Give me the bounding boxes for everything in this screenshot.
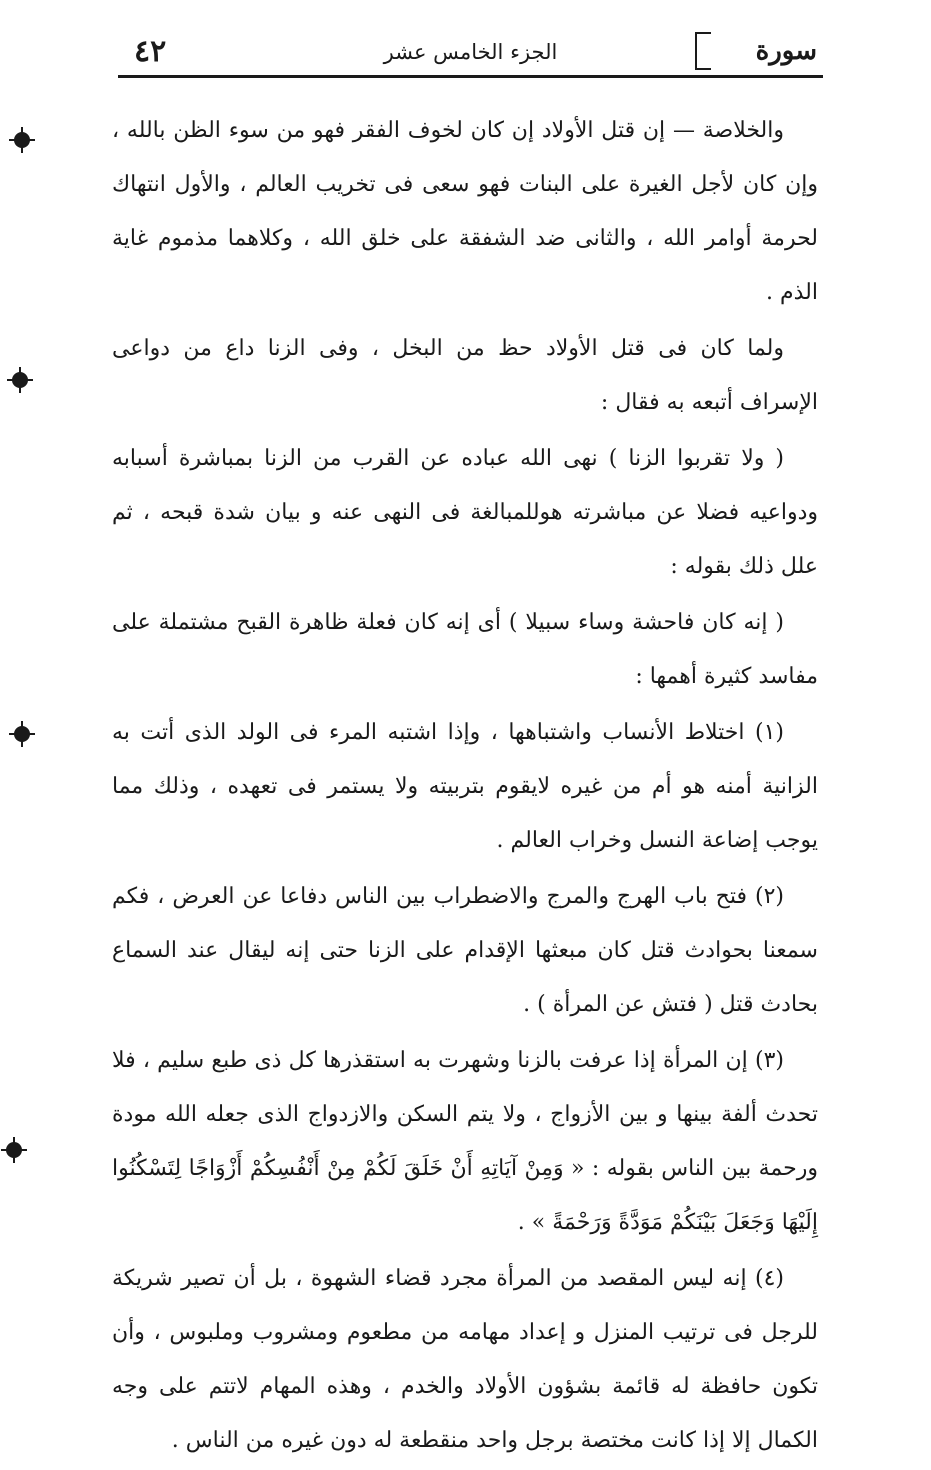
page-header <box>118 28 823 78</box>
margin-ornament-icon <box>14 132 30 148</box>
paragraph-transition <box>112 322 818 430</box>
margin-ornament-icon <box>6 1142 22 1158</box>
page-body <box>112 104 818 1470</box>
paragraph-point-4 <box>112 1252 818 1468</box>
paragraph-text: ( إنه كان فاحشة وساء سبيلا ) أى إنه كان فعلة ظاهرة القبح مشتملة على مفاسد كثيرة أهمها : <box>112 610 818 689</box>
page-number: ٤٢ <box>134 34 167 69</box>
paragraph-verse-prohibition <box>112 432 818 594</box>
paragraph-point-3 <box>112 1034 818 1250</box>
running-title: الجزء الخامس عشر <box>383 40 558 64</box>
paragraph-text: (٤) إنه ليس المقصد من المرأة مجرد قضاء الشهوة ، بل أن تصير شريكة للرجل فى ترتيب المنزل و إعداد مهامه من مطعوم ومشروب وملبوس ، وأن تكون حافظة له قائمة بشؤون الأولاد والخدم ، وهذه المهام لاتتم على وجه الكمال إلا إذا كانت مختصة برجل واحد منقطعة له دون غيره من الناس . <box>112 1266 818 1453</box>
paragraph-text: (٣) إن المرأة إذا عرفت بالزنا وشهرت به استقذرها كل ذى طبع سليم ، فلا تحدث ألفة بينها و بين الأزواج ، ولا يتم السكن والازدواج الذى جعله الله مودة ورحمة بين الناس بقوله : « وَمِنْ آيَاتِهِ أَنْ خَلَقَ لَكُمْ مِنْ أَنْفُسِكُمْ أَزْوَاجًا لِتَسْكُنُوا إِلَيْهَا وَجَعَلَ بَيْنَكُمْ مَوَدَّةً وَرَحْمَةً » . <box>112 1048 818 1235</box>
paragraph-point-2 <box>112 870 818 1032</box>
paragraph-text: ولما كان فى قتل الأولاد حظ من البخل ، وفى الزنا داع من دواعى الإسراف أتبعه به فقال : <box>112 336 818 415</box>
bracket-ornament <box>695 32 711 70</box>
margin-ornament-icon <box>14 726 30 742</box>
paragraph-conclusion <box>112 104 818 320</box>
paragraph-text: (٢) فتح باب الهرج والمرج والاضطراب بين الناس دفاعا عن العرض ، فكم سمعنا بحوادث قتل كان مبعثها الإقدام على الزنا حتى إنه ليقال عند السماع بحادث قتل ( فتش عن المرأة ) . <box>112 884 818 1017</box>
surah-label: سورة <box>755 36 817 66</box>
paragraph-text: ( ولا تقربوا الزنا ) نهى الله عباده عن القرب من الزنا بمباشرة أسبابه ودواعيه فضلا عن مباشرته هوللمبالغة فى النهى عنه و بيان شدة قبحه ، ثم علل ذلك بقوله : <box>112 446 818 579</box>
paragraph-verse-reason <box>112 596 818 704</box>
paragraph-point-1 <box>112 706 818 868</box>
margin-ornament-icon <box>12 372 28 388</box>
paragraph-text: (١) اختلاط الأنساب واشتباهها ، وإذا اشتبه المرء فى الولد الذى أتت به الزانية أمنه هو أم من غيره لايقوم بتربيته ولا يستمر فى تعهده ، وذلك مما يوجب إضاعة النسل وخراب العالم . <box>112 720 818 853</box>
paragraph-text: والخلاصة — إن قتل الأولاد إن كان لخوف الفقر فهو من سوء الظن بالله ، وإن كان لأجل الغيرة على البنات فهو سعى فى تخريب العالم ، والأول انتهاك لحرمة أوامر الله ، والثانى ضد الشفقة على خلق الله ، وكلاهما مذموم غاية الذم . <box>112 118 818 305</box>
header-rule <box>118 75 823 78</box>
